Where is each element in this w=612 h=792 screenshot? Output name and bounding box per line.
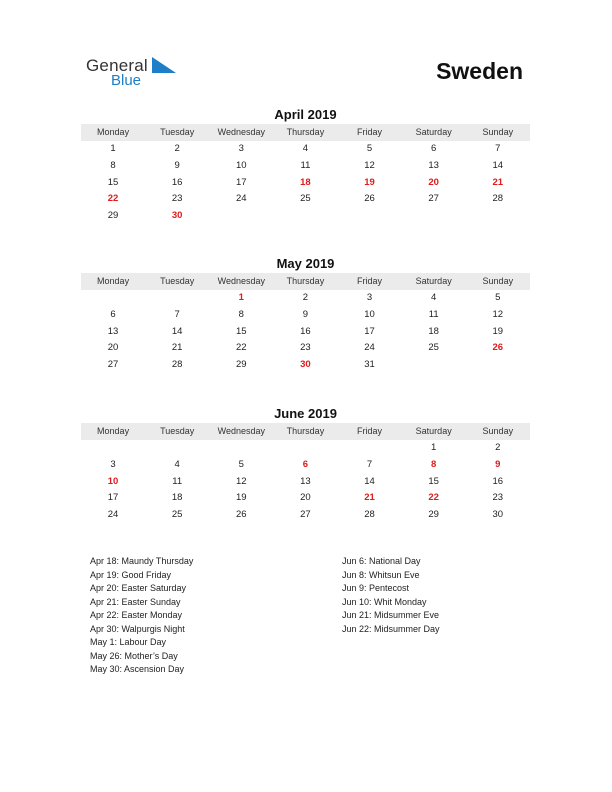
holiday-entry: Jun 22: Midsummer Day xyxy=(342,623,440,634)
day-cell: 7 xyxy=(366,458,373,470)
day-cell: 10 xyxy=(364,308,375,320)
day-cell: 5 xyxy=(495,292,501,303)
holiday-day-cell: 20 xyxy=(428,176,439,188)
week-row xyxy=(81,307,530,324)
weekday-label: Wednesday xyxy=(217,127,265,137)
day-cell xyxy=(273,208,337,225)
day-cell: 11 xyxy=(428,308,439,320)
day-cell: 23 xyxy=(300,342,311,354)
weekday-label: Friday xyxy=(357,127,383,137)
holiday-day-cell: 26 xyxy=(492,342,504,354)
day-cell: 1 xyxy=(110,143,116,154)
weekday-label: Thursday xyxy=(286,276,325,286)
holiday-entry: Jun 10: Whit Monday xyxy=(342,596,427,607)
week-row xyxy=(81,340,530,357)
logo-triangle-icon xyxy=(152,57,176,73)
day-cell: 16 xyxy=(171,176,183,188)
week-row xyxy=(81,474,530,491)
holiday-day-cell: 8 xyxy=(431,458,437,470)
day-cell xyxy=(273,440,337,457)
holiday-entry: Apr 18: Maundy Thursday xyxy=(90,556,194,566)
day-cell: 24 xyxy=(107,509,119,521)
day-cell: 18 xyxy=(171,492,183,504)
day-cell: 13 xyxy=(428,159,439,171)
day-cell: 29 xyxy=(236,359,247,371)
holiday-day-cell: 22 xyxy=(107,193,119,205)
weekday-header-row xyxy=(81,124,530,141)
day-cell: 28 xyxy=(364,509,375,521)
day-cell: 23 xyxy=(492,492,504,504)
day-cell: 25 xyxy=(428,342,439,354)
day-cell: 27 xyxy=(107,359,119,371)
day-cell: 20 xyxy=(300,492,311,504)
day-cell xyxy=(402,357,466,374)
month-april xyxy=(81,107,530,225)
logo-general-text: General xyxy=(86,56,148,75)
day-cell: 30 xyxy=(492,509,504,521)
day-cell: 15 xyxy=(236,325,247,337)
day-cell: 27 xyxy=(300,509,311,521)
day-cell: 2 xyxy=(302,292,309,303)
holiday-entry: Jun 9: Pentecost xyxy=(342,583,410,593)
week-row xyxy=(81,457,530,474)
day-cell: 29 xyxy=(107,210,119,222)
day-cell: 6 xyxy=(110,308,116,320)
day-cell: 11 xyxy=(172,475,183,487)
month-may xyxy=(81,256,530,374)
holiday-day-cell: 30 xyxy=(171,210,183,222)
holiday-entry: Jun 8: Whitsun Eve xyxy=(342,569,420,580)
day-cell: 5 xyxy=(366,143,373,154)
weekday-label: Thursday xyxy=(286,127,325,137)
day-cell xyxy=(145,290,209,307)
day-cell: 7 xyxy=(495,143,501,154)
holiday-day-cell: 10 xyxy=(107,475,119,487)
day-cell: 25 xyxy=(300,193,311,205)
week-row xyxy=(81,357,530,374)
holiday-day-cell: 22 xyxy=(428,492,439,504)
day-cell: 3 xyxy=(110,458,116,470)
day-cell xyxy=(338,208,402,225)
holiday-entry: May 1: Labour Day xyxy=(90,637,167,647)
day-cell: 13 xyxy=(300,475,311,487)
day-cell xyxy=(81,440,145,457)
holiday-list-left xyxy=(90,555,193,677)
day-cell xyxy=(402,208,466,225)
day-cell: 16 xyxy=(492,475,504,487)
day-cell: 26 xyxy=(236,509,247,521)
day-cell: 13 xyxy=(107,325,119,337)
week-row xyxy=(81,208,530,225)
holiday-day-cell: 9 xyxy=(495,458,501,470)
day-cell: 20 xyxy=(107,342,119,354)
month-title: June 2019 xyxy=(274,406,337,421)
weekday-label: Monday xyxy=(97,426,130,436)
weekday-label: Saturday xyxy=(415,276,452,286)
day-cell: 14 xyxy=(492,159,504,171)
logo-blue-text: Blue xyxy=(111,72,142,89)
day-cell xyxy=(466,357,530,374)
day-cell: 10 xyxy=(236,159,247,171)
day-cell: 6 xyxy=(431,143,437,154)
month-june xyxy=(81,406,530,524)
holiday-list-right xyxy=(342,555,440,636)
day-cell: 5 xyxy=(238,458,244,470)
holiday-entry: Jun 21: Midsummer Eve xyxy=(342,610,440,620)
general-blue-logo xyxy=(86,56,196,92)
week-row xyxy=(81,158,530,175)
weekday-label: Thursday xyxy=(286,426,325,436)
day-cell: 9 xyxy=(302,308,309,320)
weekday-label: Saturday xyxy=(415,426,452,436)
day-cell: 12 xyxy=(492,308,504,320)
holiday-day-cell: 21 xyxy=(492,176,504,188)
holiday-day-cell: 30 xyxy=(300,359,311,371)
day-cell xyxy=(466,208,530,225)
day-cell: 23 xyxy=(171,193,183,205)
day-cell: 8 xyxy=(110,159,116,171)
day-cell: 3 xyxy=(366,292,373,303)
day-cell: 16 xyxy=(300,325,311,337)
week-row xyxy=(81,324,530,341)
week-row xyxy=(81,507,530,524)
day-cell: 7 xyxy=(174,308,180,320)
day-cell xyxy=(81,290,145,307)
weekday-label: Monday xyxy=(97,127,130,137)
weekday-label: Sunday xyxy=(482,426,514,436)
day-cell: 22 xyxy=(236,342,247,354)
weekday-label: Saturday xyxy=(415,127,452,137)
day-cell: 4 xyxy=(302,143,309,154)
holiday-day-cell: 6 xyxy=(302,458,309,470)
weekday-label: Sunday xyxy=(482,127,514,137)
day-cell: 27 xyxy=(428,193,439,205)
day-cell: 24 xyxy=(364,342,375,354)
day-cell: 9 xyxy=(174,159,180,171)
day-cell: 25 xyxy=(171,509,183,521)
weekday-header-row xyxy=(81,423,530,440)
weekday-label: Sunday xyxy=(482,276,514,286)
day-cell: 17 xyxy=(364,325,375,337)
day-cell: 21 xyxy=(171,342,183,354)
weekday-label: Friday xyxy=(357,276,383,286)
day-cell xyxy=(338,440,402,457)
day-cell: 31 xyxy=(364,359,375,371)
holiday-entry: Apr 30: Walpurgis Night xyxy=(90,623,185,634)
day-cell xyxy=(145,440,209,457)
day-cell: 14 xyxy=(364,475,375,487)
week-row xyxy=(81,440,530,457)
weekday-label: Friday xyxy=(357,426,383,436)
holiday-entry: Apr 19: Good Friday xyxy=(90,569,172,580)
month-title: April 2019 xyxy=(274,107,337,122)
holiday-day-cell: 19 xyxy=(364,176,375,188)
day-cell: 28 xyxy=(171,359,183,371)
weekday-label: Tuesday xyxy=(160,276,195,286)
day-cell: 12 xyxy=(364,159,375,171)
week-row xyxy=(81,490,530,507)
day-cell: 4 xyxy=(431,292,437,303)
day-cell: 15 xyxy=(107,176,119,188)
day-cell: 18 xyxy=(428,325,439,337)
weekday-label: Tuesday xyxy=(160,426,195,436)
weekday-label: Wednesday xyxy=(217,426,265,436)
day-cell xyxy=(209,208,273,225)
holiday-entry: Apr 21: Easter Sunday xyxy=(90,596,181,607)
weekday-label: Wednesday xyxy=(217,276,265,286)
day-cell: 19 xyxy=(492,325,504,337)
day-cell: 24 xyxy=(236,193,247,205)
weekday-header-row xyxy=(81,273,530,290)
day-cell: 1 xyxy=(431,442,437,453)
week-row xyxy=(81,175,530,192)
day-cell: 17 xyxy=(236,176,247,188)
holiday-entry: May 30: Ascension Day xyxy=(90,664,185,674)
day-cell xyxy=(209,440,273,457)
day-cell: 8 xyxy=(238,308,244,320)
day-cell: 26 xyxy=(364,193,375,205)
weekday-label: Monday xyxy=(97,276,130,286)
day-cell: 2 xyxy=(495,442,501,453)
holiday-entry: Apr 20: Easter Saturday xyxy=(90,583,187,593)
day-cell: 28 xyxy=(492,193,504,205)
day-cell: 17 xyxy=(107,492,119,504)
country-title: Sweden xyxy=(436,58,523,84)
day-cell: 4 xyxy=(174,458,180,470)
holiday-entry: May 26: Mother’s Day xyxy=(90,650,178,661)
holiday-entry: Apr 22: Easter Monday xyxy=(90,610,183,620)
week-row xyxy=(81,191,530,208)
day-cell: 29 xyxy=(428,509,439,521)
day-cell: 12 xyxy=(236,475,247,487)
holiday-day-cell: 21 xyxy=(364,492,375,504)
weekday-label: Tuesday xyxy=(160,127,195,137)
day-cell: 3 xyxy=(238,143,244,154)
month-title: May 2019 xyxy=(276,256,335,271)
holiday-entry: Jun 6: National Day xyxy=(342,556,421,566)
week-row xyxy=(81,141,530,158)
day-cell: 11 xyxy=(300,159,311,171)
week-row xyxy=(81,290,530,307)
day-cell: 19 xyxy=(236,492,247,504)
holiday-day-cell: 18 xyxy=(300,176,311,188)
day-cell: 14 xyxy=(171,325,183,337)
day-cell: 2 xyxy=(174,143,180,154)
holiday-day-cell: 1 xyxy=(238,292,244,303)
day-cell: 15 xyxy=(428,475,439,487)
